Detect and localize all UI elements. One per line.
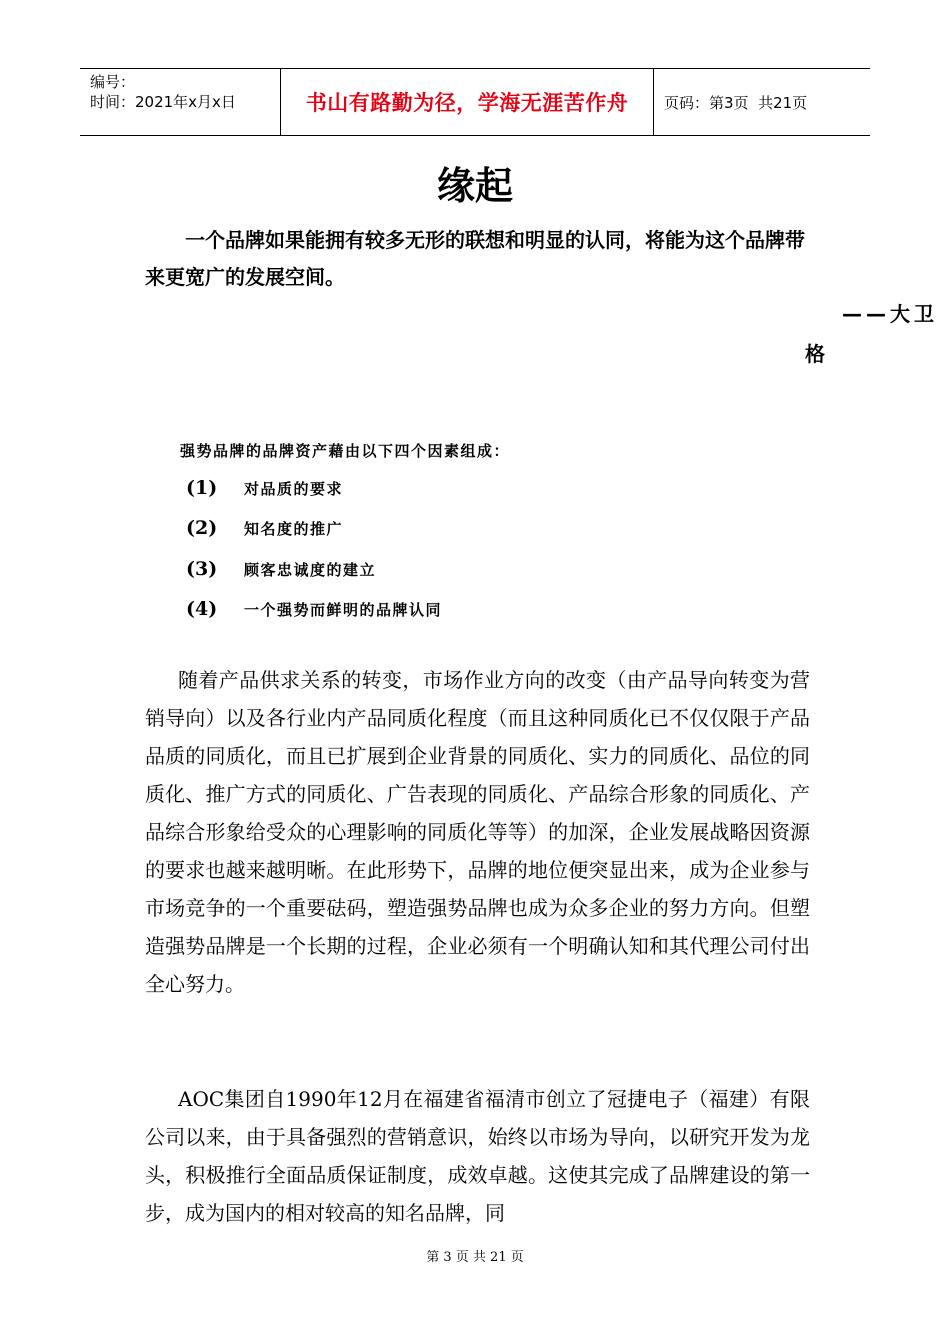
factor-number: (1) bbox=[186, 477, 218, 499]
quote-text: 一个品牌如果能拥有较多无形的联想和明显的认同，将能为这个品牌带来更宽广的发展空间。 bbox=[145, 228, 805, 289]
factor-item bbox=[186, 517, 343, 539]
body-paragraph: AOC集团自1990年12月在福建省福清市创立了冠捷电子（福建）有限公司以来，由于具备强烈的营销意识，始终以市场为导向，以研究开发为龙头，积极推行全面品质保证制度，成效卓越。这使其完成了品牌建设的第一步，成为国内的相对较高的知名品牌，同 bbox=[145, 1087, 810, 1225]
quote-attribution: ——大卫 bbox=[842, 302, 938, 326]
factor-item bbox=[186, 598, 442, 620]
header-meta-cell bbox=[80, 69, 281, 135]
page-footer: 第 3 页 共 21 页 bbox=[426, 1250, 524, 1265]
document-header bbox=[80, 68, 870, 136]
factor-number: (2) bbox=[186, 517, 218, 539]
motto-text: 书山有路勤为径，学海无涯苦作舟 bbox=[305, 91, 629, 115]
factor-text: 一个强势而鲜明的品牌认同 bbox=[244, 601, 443, 619]
factor-number: (3) bbox=[186, 558, 218, 580]
quote-attribution-cont: 格 bbox=[805, 342, 825, 366]
page-title: 缘起 bbox=[436, 164, 513, 208]
factors-intro: 强势品牌的品牌资产藉由以下四个因素组成： bbox=[180, 442, 511, 460]
date-label: 时间：2021年x月x日 bbox=[90, 93, 236, 111]
number-label: 编号： bbox=[90, 73, 136, 91]
factor-text: 顾客忠诚度的建立 bbox=[244, 561, 377, 579]
factor-text: 对品质的要求 bbox=[244, 480, 344, 498]
header-motto-cell bbox=[281, 69, 654, 135]
factor-item bbox=[186, 477, 343, 499]
body-paragraph: 随着产品供求关系的转变，市场作业方向的改变（由产品导向转变为营销导向）以及各行业内产品同质化程度（而且这种同质化已不仅仅限于产品品质的同质化，而且已扩展到企业背景的同质化、实力的同质化、品位的同质化、推广方式的同质化、广告表现的同质化、产品综合形象的同质化、产品综合形象给受众的心理影响的同质化等等）的加深，企业发展战略因资源的要求也越来越明晰。在此形势下，品牌的地位便突显出来，成为企业参与市场竞争的一个重要砝码，塑造强势品牌也成为众多企业的努力方向。但塑造强势品牌是一个长期的过程，企业必须有一个明确认知和其代理公司付出全心努力。 bbox=[145, 668, 810, 996]
factor-text: 知名度的推广 bbox=[244, 520, 344, 538]
page-info: 页码：第3页 共21页 bbox=[664, 93, 808, 112]
factor-item bbox=[186, 558, 376, 580]
factor-number: (4) bbox=[186, 598, 218, 620]
